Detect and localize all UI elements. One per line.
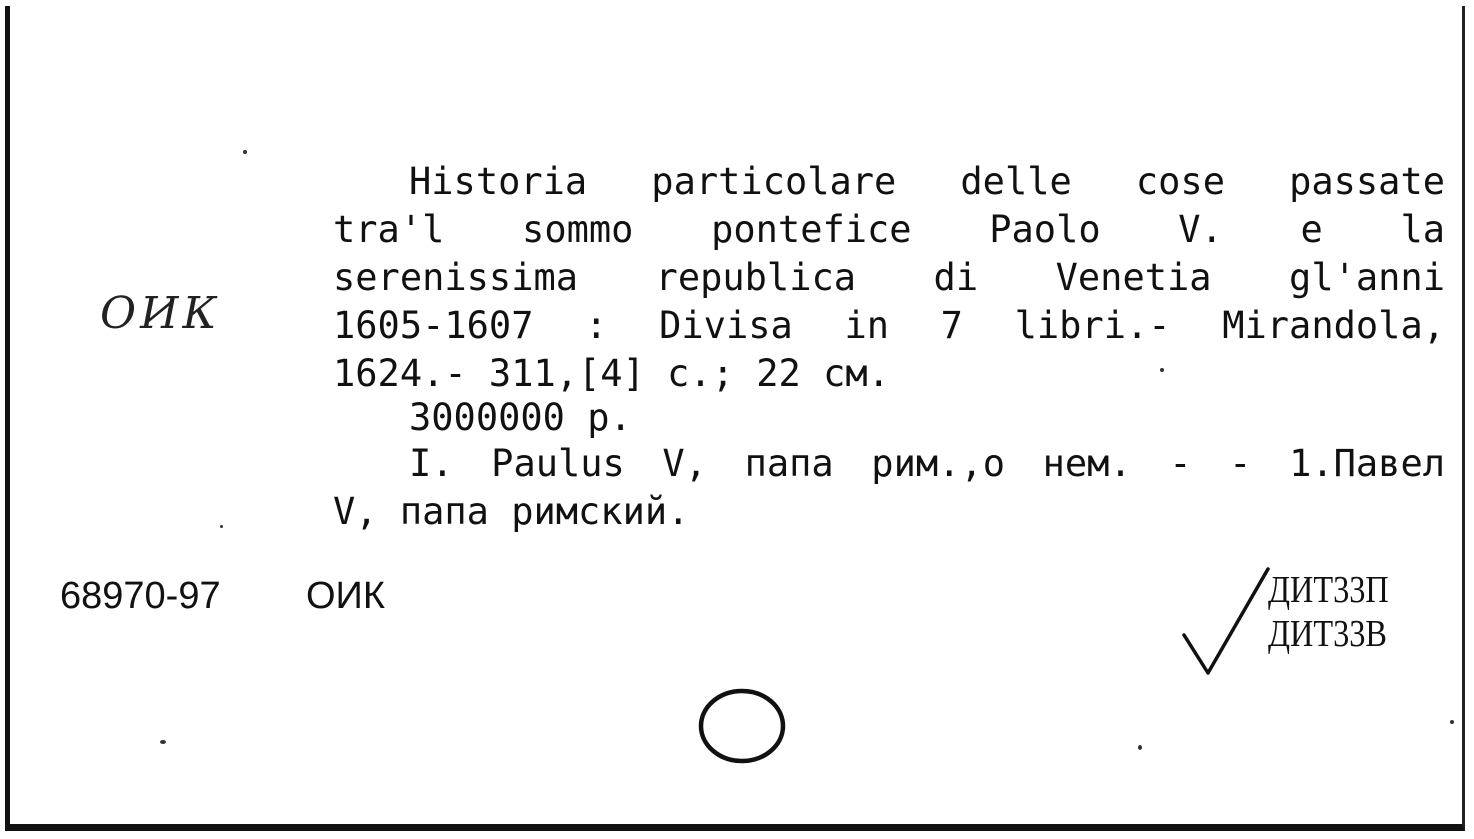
description-line-3: serenissima republica di Venetia gl'anni bbox=[333, 256, 1445, 299]
description-line-5: 1624.- 311,[4] c.; 22 см. bbox=[333, 352, 890, 395]
punched-hole-circle bbox=[697, 686, 789, 766]
scan-speck bbox=[220, 525, 223, 528]
inventory-code: ОИК bbox=[306, 575, 386, 617]
scan-speck bbox=[1160, 368, 1164, 372]
stamp-line-2: ДИТ33В bbox=[1268, 613, 1387, 655]
stamp-line-1: ДИТ33П bbox=[1268, 569, 1389, 611]
subject-line-1: I. Paulus V, папа рим.,о нем. - - 1.Павел bbox=[409, 442, 1445, 485]
description-line-2: tra'l sommo pontefice Paolo V. e la bbox=[333, 208, 1445, 251]
description-line-4: 1605-1607 : Divisa in 7 libri.- Mirandola, bbox=[333, 304, 1445, 347]
scan-speck bbox=[1138, 745, 1142, 750]
inventory-number: 68970-97 bbox=[60, 575, 221, 617]
subject-line-2: V, папа римский. bbox=[333, 490, 690, 533]
scan-speck bbox=[160, 740, 166, 744]
handwritten-mark: ОИК bbox=[100, 288, 221, 339]
price-line: 3000000 р. bbox=[409, 396, 632, 439]
description-line-1: Historia particolare delle cose passate bbox=[409, 160, 1445, 203]
scan-speck bbox=[243, 150, 247, 154]
scan-speck bbox=[1450, 720, 1454, 724]
checkmark-icon bbox=[1180, 565, 1270, 680]
